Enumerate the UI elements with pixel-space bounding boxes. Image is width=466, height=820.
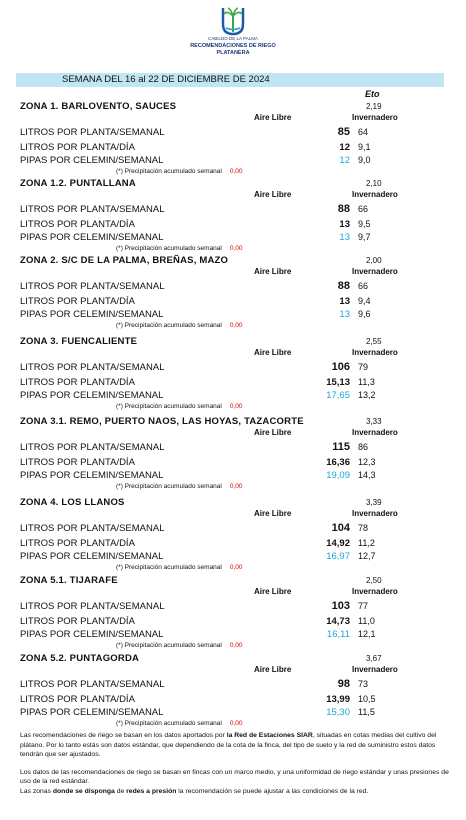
aire-libre-value: 15,13 bbox=[326, 377, 350, 388]
precipitation-label: (*) Precipitación acumulado semanal bbox=[116, 403, 222, 410]
zone-block bbox=[0, 497, 466, 579]
invernadero-value: 9,4 bbox=[358, 296, 371, 306]
zone-eto: 3,67 bbox=[366, 654, 382, 663]
invernadero-value: 11,0 bbox=[358, 616, 375, 626]
row-label: LITROS POR PLANTA/SEMANAL bbox=[20, 523, 165, 534]
row-litros-dia bbox=[0, 538, 466, 550]
invernadero-value: 12,1 bbox=[358, 629, 376, 639]
aire-libre-value: 88 bbox=[337, 280, 350, 292]
aire-libre-value: 106 bbox=[331, 361, 350, 373]
precipitation-value: 0,00 bbox=[229, 245, 243, 252]
row-litros-semanal bbox=[0, 127, 466, 139]
row-label: PIPAS POR CELEMIN/SEMANAL bbox=[20, 155, 164, 166]
row-label: PIPAS POR CELEMIN/SEMANAL bbox=[20, 551, 164, 562]
aire-libre-header: Aire Libre bbox=[254, 113, 292, 122]
invernadero-header: Invernadero bbox=[352, 190, 398, 199]
zone-block bbox=[0, 101, 466, 183]
logo-text-recomendaciones: RECOMENDACIONES DE RIEGO bbox=[190, 43, 276, 49]
aire-libre-value: 13,99 bbox=[326, 694, 350, 705]
week-title: SEMANA DEL 16 al 22 DE DICIEMBRE DE 2024 bbox=[62, 74, 270, 85]
invernadero-header: Invernadero bbox=[352, 665, 398, 674]
invernadero-value: 9,5 bbox=[358, 219, 371, 229]
zone-eto: 2,10 bbox=[366, 179, 382, 188]
aire-libre-value: 17,65 bbox=[326, 390, 350, 401]
logo-text-platanera: PLATANERA bbox=[216, 50, 250, 56]
row-label: LITROS POR PLANTA/DÍA bbox=[20, 142, 135, 153]
zone-block bbox=[0, 255, 466, 337]
invernadero-value: 11,2 bbox=[358, 538, 375, 548]
invernadero-value: 14,3 bbox=[358, 470, 376, 480]
zone-block bbox=[0, 575, 466, 657]
row-litros-dia bbox=[0, 296, 466, 308]
note-presion: Las zonas donde se disponga de redes a presión la recomendación se puede ajustar a las condiciones de la red. bbox=[20, 787, 369, 795]
row-label: LITROS POR PLANTA/DÍA bbox=[20, 296, 135, 307]
invernadero-value: 9,0 bbox=[358, 155, 371, 165]
row-litros-dia bbox=[0, 142, 466, 154]
aire-libre-header: Aire Libre bbox=[254, 267, 292, 276]
precipitation-value: 0,00 bbox=[229, 642, 243, 649]
invernadero-value: 66 bbox=[358, 281, 369, 291]
zone-name: ZONA 5.1. TIJARAFE bbox=[20, 575, 118, 586]
zone-eto: 2,19 bbox=[366, 102, 382, 111]
precipitation-note bbox=[116, 322, 243, 329]
precipitation-label: (*) Precipitación acumulado semanal bbox=[116, 483, 222, 490]
precipitation-value: 0,00 bbox=[229, 403, 243, 410]
zone-block bbox=[0, 653, 466, 735]
row-pipas-semanal bbox=[0, 309, 466, 321]
row-pipas-semanal bbox=[0, 707, 466, 719]
row-litros-semanal bbox=[0, 601, 466, 613]
aire-libre-value: 12 bbox=[339, 155, 350, 166]
invernadero-value: 86 bbox=[358, 442, 369, 452]
row-label: LITROS POR PLANTA/DÍA bbox=[20, 538, 135, 549]
precipitation-value: 0,00 bbox=[229, 168, 243, 175]
aire-libre-value: 85 bbox=[337, 126, 350, 138]
aire-libre-header: Aire Libre bbox=[254, 348, 292, 357]
palm-logo-icon bbox=[219, 6, 247, 36]
zone-name: ZONA 4. LOS LLANOS bbox=[20, 497, 125, 508]
aire-libre-value: 13 bbox=[339, 309, 350, 320]
row-label: LITROS POR PLANTA/SEMANAL bbox=[20, 362, 165, 373]
note-marco: Los datos de las recomendaciones de riego se basan en fincas con un marco medio, y una uniformidad de riego estándar y unas presiones de uso de la red estándar. bbox=[20, 768, 449, 786]
precipitation-value: 0,00 bbox=[229, 322, 243, 329]
row-pipas-semanal bbox=[0, 470, 466, 482]
invernadero-header: Invernadero bbox=[352, 267, 398, 276]
precipitation-value: 0,00 bbox=[229, 564, 243, 571]
zone-name: ZONA 1.2. PUNTALLANA bbox=[20, 178, 136, 189]
aire-libre-value: 14,73 bbox=[326, 616, 350, 627]
row-litros-dia bbox=[0, 219, 466, 231]
row-label: LITROS POR PLANTA/DÍA bbox=[20, 219, 135, 230]
invernadero-header: Invernadero bbox=[352, 428, 398, 437]
precipitation-label: (*) Precipitación acumulado semanal bbox=[116, 642, 222, 649]
aire-libre-value: 115 bbox=[332, 441, 350, 453]
eto-column-header: Eto bbox=[365, 89, 380, 99]
zone-name: ZONA 3. FUENCALIENTE bbox=[20, 336, 138, 347]
invernadero-value: 12,7 bbox=[358, 551, 376, 561]
aire-libre-header: Aire Libre bbox=[254, 665, 292, 674]
row-label: PIPAS POR CELEMIN/SEMANAL bbox=[20, 470, 164, 481]
zone-eto: 3,39 bbox=[366, 498, 382, 507]
aire-libre-value: 103 bbox=[331, 600, 350, 612]
row-label: PIPAS POR CELEMIN/SEMANAL bbox=[20, 390, 164, 401]
invernadero-value: 78 bbox=[358, 523, 369, 533]
zone-block bbox=[0, 336, 466, 418]
invernadero-value: 66 bbox=[358, 204, 369, 214]
row-label: LITROS POR PLANTA/SEMANAL bbox=[20, 204, 165, 215]
precipitation-note bbox=[116, 564, 243, 571]
aire-libre-value: 16,36 bbox=[326, 457, 350, 468]
precipitation-label: (*) Precipitación acumulado semanal bbox=[116, 322, 222, 329]
precipitation-note bbox=[116, 168, 243, 175]
footnotes bbox=[20, 731, 452, 805]
aire-libre-value: 19,09 bbox=[326, 470, 350, 481]
row-label: LITROS POR PLANTA/DÍA bbox=[20, 616, 135, 627]
cabildo-logo bbox=[0, 6, 466, 56]
aire-libre-value: 12 bbox=[339, 142, 350, 153]
row-litros-dia bbox=[0, 616, 466, 628]
row-label: LITROS POR PLANTA/SEMANAL bbox=[20, 281, 165, 292]
invernadero-value: 73 bbox=[358, 679, 369, 689]
row-pipas-semanal bbox=[0, 232, 466, 244]
invernadero-value: 9,7 bbox=[358, 232, 371, 242]
row-litros-semanal bbox=[0, 281, 466, 293]
precipitation-value: 0,00 bbox=[229, 483, 243, 490]
aire-libre-header: Aire Libre bbox=[254, 587, 292, 596]
precipitation-label: (*) Precipitación acumulado semanal bbox=[116, 720, 222, 727]
row-label: LITROS POR PLANTA/DÍA bbox=[20, 457, 135, 468]
row-label: LITROS POR PLANTA/DÍA bbox=[20, 694, 135, 705]
aire-libre-value: 88 bbox=[337, 203, 350, 215]
logo-text-cabildo: CABILDO DE LA PALMA bbox=[208, 36, 258, 41]
zone-name: ZONA 2. S/C DE LA PALMA, BREÑAS, MAZO bbox=[20, 255, 229, 266]
invernadero-value: 77 bbox=[358, 601, 369, 611]
zone-name: ZONA 5.2. PUNTAGORDA bbox=[20, 653, 140, 664]
row-litros-semanal bbox=[0, 204, 466, 216]
aire-libre-value: 15,30 bbox=[326, 707, 350, 718]
row-label: PIPAS POR CELEMIN/SEMANAL bbox=[20, 309, 164, 320]
aire-libre-value: 16,97 bbox=[326, 551, 350, 562]
zone-block bbox=[0, 416, 466, 498]
row-litros-semanal bbox=[0, 362, 466, 374]
week-banner bbox=[16, 73, 444, 87]
row-litros-dia bbox=[0, 694, 466, 706]
invernadero-header: Invernadero bbox=[352, 113, 398, 122]
precipitation-label: (*) Precipitación acumulado semanal bbox=[116, 245, 222, 252]
aire-libre-value: 16,11 bbox=[326, 629, 350, 640]
invernadero-value: 79 bbox=[358, 362, 369, 372]
row-label: LITROS POR PLANTA/SEMANAL bbox=[20, 601, 165, 612]
zone-eto: 2,55 bbox=[366, 337, 382, 346]
aire-libre-value: 104 bbox=[331, 522, 350, 534]
invernadero-header: Invernadero bbox=[352, 587, 398, 596]
zone-eto: 3,33 bbox=[366, 417, 382, 426]
aire-libre-value: 14,92 bbox=[326, 538, 350, 549]
aire-libre-value: 13 bbox=[339, 219, 350, 230]
row-pipas-semanal bbox=[0, 629, 466, 641]
aire-libre-header: Aire Libre bbox=[254, 428, 292, 437]
row-litros-semanal bbox=[0, 523, 466, 535]
invernadero-value: 64 bbox=[358, 127, 369, 137]
invernadero-value: 10,5 bbox=[358, 694, 376, 704]
precipitation-label: (*) Precipitación acumulado semanal bbox=[116, 168, 222, 175]
zone-eto: 2,50 bbox=[366, 576, 382, 585]
precipitation-value: 0,00 bbox=[229, 720, 243, 727]
zone-name: ZONA 1. BARLOVENTO, SAUCES bbox=[20, 101, 177, 112]
row-label: LITROS POR PLANTA/DÍA bbox=[20, 377, 135, 388]
precipitation-note bbox=[116, 642, 243, 649]
row-pipas-semanal bbox=[0, 390, 466, 402]
row-label: LITROS POR PLANTA/SEMANAL bbox=[20, 127, 165, 138]
precipitation-note bbox=[116, 483, 243, 490]
aire-libre-value: 13 bbox=[339, 296, 350, 307]
aire-libre-value: 13 bbox=[339, 232, 350, 243]
invernadero-value: 9,6 bbox=[358, 309, 371, 319]
row-label: PIPAS POR CELEMIN/SEMANAL bbox=[20, 629, 164, 640]
invernadero-value: 11,5 bbox=[358, 707, 375, 717]
row-pipas-semanal bbox=[0, 155, 466, 167]
invernadero-header: Invernadero bbox=[352, 509, 398, 518]
row-litros-semanal bbox=[0, 442, 466, 454]
precipitation-note bbox=[116, 245, 243, 252]
zone-block bbox=[0, 178, 466, 260]
invernadero-header: Invernadero bbox=[352, 348, 398, 357]
aire-libre-header: Aire Libre bbox=[254, 509, 292, 518]
invernadero-value: 12,3 bbox=[358, 457, 376, 467]
row-label: LITROS POR PLANTA/SEMANAL bbox=[20, 442, 165, 453]
invernadero-value: 9,1 bbox=[358, 142, 371, 152]
precipitation-note bbox=[116, 720, 243, 727]
row-label: PIPAS POR CELEMIN/SEMANAL bbox=[20, 707, 164, 718]
row-label: PIPAS POR CELEMIN/SEMANAL bbox=[20, 232, 164, 243]
note-siar: Las recomendaciones de riego se basan en los datos aportados por la Red de Estaciones SIAR, situadas en cotas medias del cultivo del plátano. Por lo tanto estás son datos estándar, que dependiendo de la cota de la finca, del tipo de suelo y la red de suministro estos datos tendrán que ser ajustados. bbox=[20, 732, 437, 759]
zone-name: ZONA 3.1. REMO, PUERTO NAOS, LAS HOYAS, TAZACORTE bbox=[20, 416, 304, 427]
row-litros-dia bbox=[0, 377, 466, 389]
aire-libre-value: 98 bbox=[337, 678, 350, 690]
invernadero-value: 13,2 bbox=[358, 390, 376, 400]
row-label: LITROS POR PLANTA/SEMANAL bbox=[20, 679, 165, 690]
row-litros-dia bbox=[0, 457, 466, 469]
precipitation-note bbox=[116, 403, 243, 410]
aire-libre-header: Aire Libre bbox=[254, 190, 292, 199]
invernadero-value: 11,3 bbox=[358, 377, 375, 387]
precipitation-label: (*) Precipitación acumulado semanal bbox=[116, 564, 222, 571]
row-litros-semanal bbox=[0, 679, 466, 691]
zone-eto: 2,00 bbox=[366, 256, 382, 265]
row-pipas-semanal bbox=[0, 551, 466, 563]
